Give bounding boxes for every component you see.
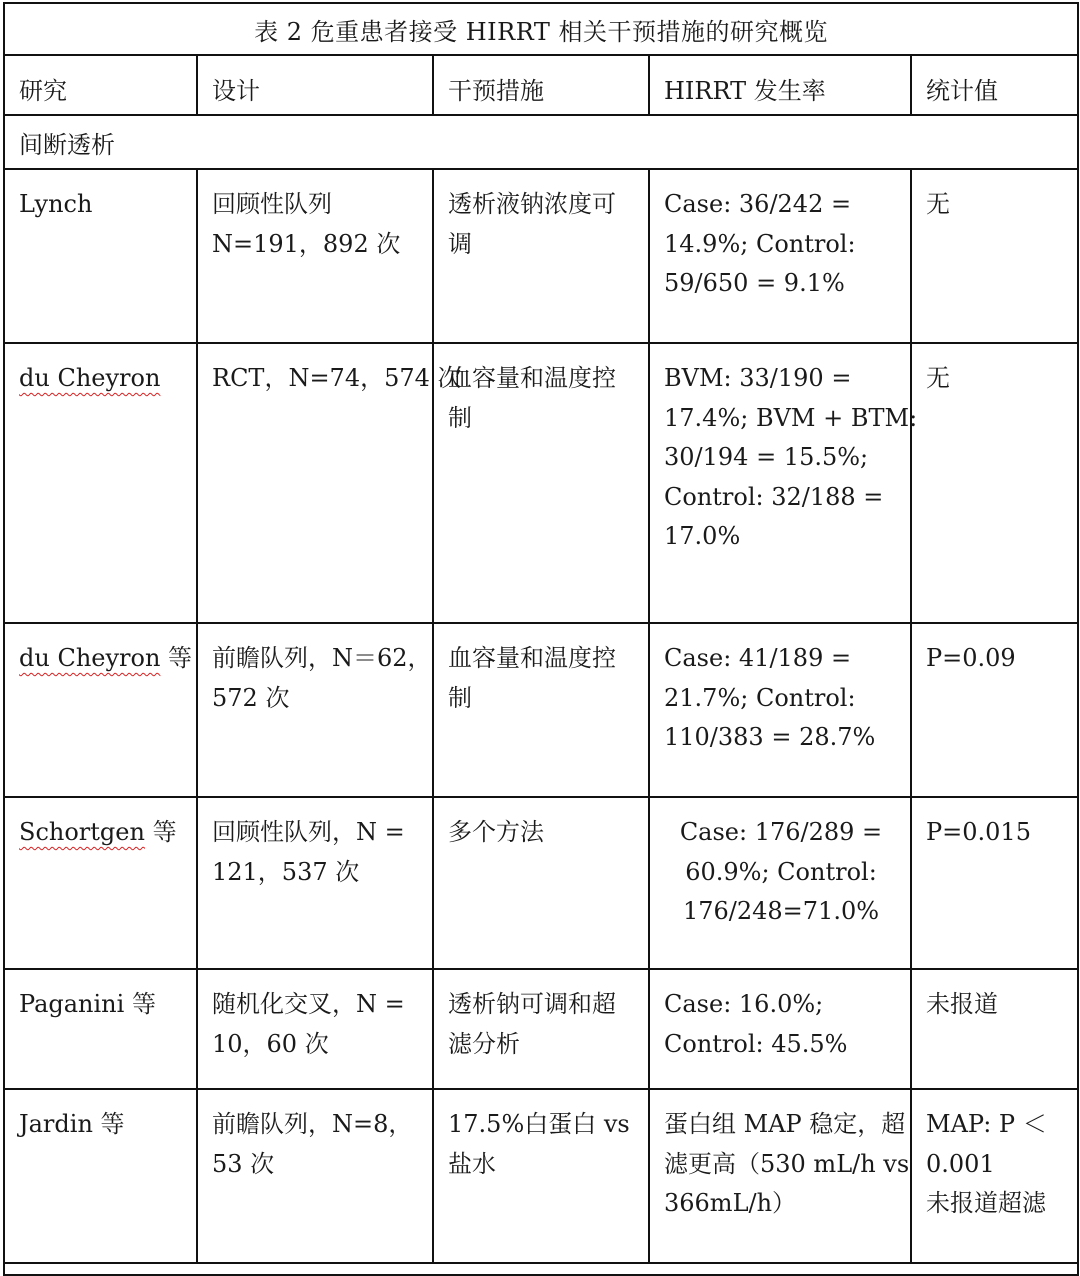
caption-row bbox=[4, 3, 1078, 55]
cell-design: 随机化交叉，N = 10，60 次 bbox=[197, 969, 433, 1089]
cell-study: du Cheyron 等 bbox=[4, 623, 197, 797]
spellcheck-underlined-name: du Cheyron bbox=[19, 644, 161, 672]
table-row-cut-off bbox=[4, 1263, 1078, 1275]
section-label: 间断透析 bbox=[4, 115, 1078, 169]
cell-incidence: Case: 41/189 = 21.7%; Control: 110/383 = 28.7% bbox=[649, 623, 911, 797]
header-design: 设计 bbox=[197, 55, 433, 115]
table-row bbox=[4, 969, 1078, 1089]
spellcheck-underlined-name: du Cheyron bbox=[19, 364, 161, 392]
cell-statistic: P=0.09 bbox=[911, 623, 1078, 797]
cell-design: 回顾性队列 N=191，892 次 bbox=[197, 169, 433, 343]
cell-incidence: BVM: 33/190 = 17.4%; BVM + BTM: 30/194 = 15.5%; Control: 32/188 = 17.0% bbox=[649, 343, 911, 623]
cell-intervention: 血容量和温度控 制 bbox=[433, 623, 649, 797]
cell-intervention: 血容量和温度控 制 bbox=[433, 343, 649, 623]
cell-intervention: 透析液钠浓度可 调 bbox=[433, 169, 649, 343]
cell-incidence: Case: 176/289 = 60.9%; Control: 176/248=71.0% bbox=[649, 797, 911, 969]
cell-intervention: 多个方法 bbox=[433, 797, 649, 969]
table-row bbox=[4, 169, 1078, 343]
cell-study: Jardin 等 bbox=[4, 1089, 197, 1263]
cell-intervention: 17.5%白蛋白 vs 盐水 bbox=[433, 1089, 649, 1263]
table-caption: 表 2 危重患者接受 HIRRT 相关干预措施的研究概览 bbox=[4, 3, 1078, 55]
table-row bbox=[4, 797, 1078, 969]
cell-design: 前瞻队列，N=8， 53 次 bbox=[197, 1089, 433, 1263]
cell-study bbox=[4, 343, 197, 623]
cell-statistic: 无 bbox=[911, 343, 1078, 623]
cut-off-cell bbox=[4, 1263, 1078, 1275]
cell-incidence: Case: 36/242 = 14.9%; Control: 59/650 = 9.1% bbox=[649, 169, 911, 343]
section-row bbox=[4, 115, 1078, 169]
table-row bbox=[4, 1089, 1078, 1263]
header-statistic: 统计值 bbox=[911, 55, 1078, 115]
cell-study: Lynch bbox=[4, 169, 197, 343]
table-row bbox=[4, 623, 1078, 797]
study-overview-table bbox=[3, 2, 1079, 1276]
table-row bbox=[4, 343, 1078, 623]
cell-study: Paganini 等 bbox=[4, 969, 197, 1089]
header-incidence: HIRRT 发生率 bbox=[649, 55, 911, 115]
cell-statistic: P=0.015 bbox=[911, 797, 1078, 969]
cell-design: RCT，N=74，574 次 bbox=[197, 343, 433, 623]
cell-statistic: 未报道 bbox=[911, 969, 1078, 1089]
cell-intervention: 透析钠可调和超 滤分析 bbox=[433, 969, 649, 1089]
header-intervention: 干预措施 bbox=[433, 55, 649, 115]
header-study: 研究 bbox=[4, 55, 197, 115]
cell-incidence: Case: 16.0%; Control: 45.5% bbox=[649, 969, 911, 1089]
cell-incidence: 蛋白组 MAP 稳定，超 滤更高（530 mL/h vs 366mL/h） bbox=[649, 1089, 911, 1263]
header-row bbox=[4, 55, 1078, 115]
cell-statistic: MAP: P ＜ 0.001 未报道超滤 bbox=[911, 1089, 1078, 1263]
cell-statistic: 无 bbox=[911, 169, 1078, 343]
cell-study: Schortgen 等 bbox=[4, 797, 197, 969]
spellcheck-underlined-name: Schortgen bbox=[19, 818, 145, 846]
cell-design: 前瞻队列，N＝62， 572 次 bbox=[197, 623, 433, 797]
cell-design: 回顾性队列，N = 121，537 次 bbox=[197, 797, 433, 969]
